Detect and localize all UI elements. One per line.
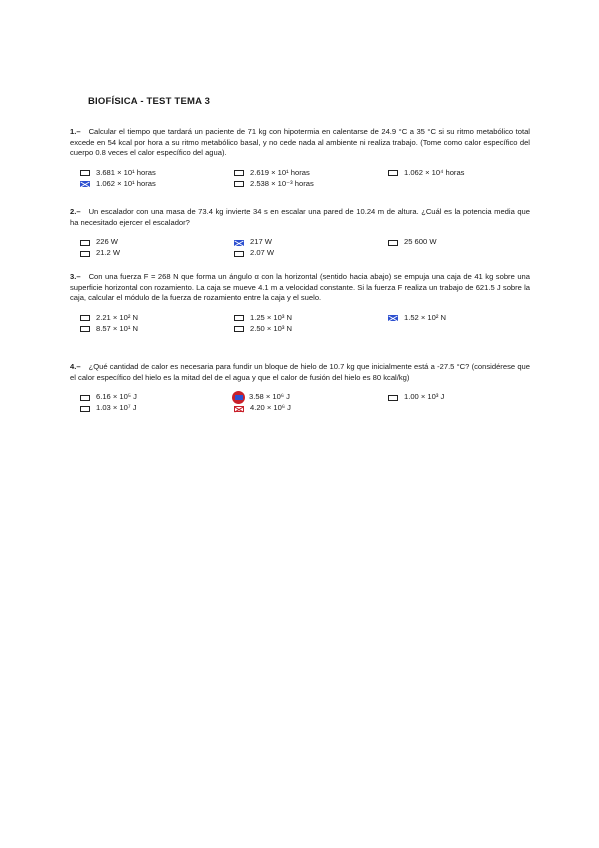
checked-box-icon[interactable] [80, 181, 90, 187]
question-number: 4.– [70, 362, 81, 371]
question-statement: ¿Qué cantidad de calor es necesaria para fundir un bloque de hielo de 10.7 kg que inicialmente está a -27.5 °C? (considérese que el calor específico del hielo es la mitad del de el agua y que el calor de fusión del hielo es 80 kcal/kg) [70, 362, 530, 382]
question-number: 1.– [70, 127, 81, 136]
option-label: 2.07 W [250, 248, 275, 258]
question-1 [70, 127, 530, 190]
option-label: 1.062 × 10⁴ horas [404, 167, 465, 177]
answer-option[interactable] [80, 248, 120, 259]
answer-option[interactable] [234, 248, 274, 259]
checkbox-icon[interactable] [388, 240, 398, 246]
option-label: 1.00 × 10³ J [404, 392, 445, 402]
option-label: 3.58 × 10⁶ J [249, 392, 290, 402]
answer-option[interactable] [80, 324, 138, 335]
question-number: 2.– [70, 207, 81, 216]
question-text [70, 207, 530, 228]
question-2 [70, 207, 530, 259]
question-statement: Con una fuerza F = 268 N que forma un ángulo α con la horizontal (sentido hacia abajo) se empuja una caja de 41 kg sobre una superficie horizontal con rozamiento. La caja se mueve 4.1 m a velocidad constante. Si la fuerza F realiza un trabajo de 621.5 J sobre la caja, calcular el módulo de la fuerza de rozamiento entre la caja y el suelo. [70, 272, 530, 303]
option-label: 6.16 × 10⁵ J [96, 392, 137, 402]
option-label: 1.03 × 10⁷ J [96, 403, 137, 413]
answer-option[interactable] [234, 168, 310, 179]
checkbox-icon[interactable] [234, 251, 244, 257]
checkbox-icon[interactable] [80, 240, 90, 246]
answer-option[interactable] [388, 237, 437, 248]
option-label: 1.52 × 10² N [404, 312, 447, 322]
checkbox-icon[interactable] [234, 170, 244, 176]
answer-option-correct[interactable] [234, 392, 290, 403]
option-label: 3.681 × 10¹ horas [96, 167, 156, 177]
checkbox-icon[interactable] [80, 251, 90, 257]
question-3 [70, 272, 530, 335]
option-label: 2.21 × 10² N [96, 312, 139, 322]
option-label: 1.062 × 10¹ horas [96, 178, 156, 188]
checkbox-icon[interactable] [80, 326, 90, 332]
checkbox-icon[interactable] [80, 315, 90, 321]
answer-option[interactable] [388, 392, 444, 403]
option-label: 226 W [96, 237, 118, 247]
answer-option-selected[interactable] [234, 237, 272, 248]
option-label: 2.50 × 10³ N [250, 323, 293, 333]
option-label: 25 600 W [404, 237, 437, 247]
answer-options [80, 168, 530, 190]
checkbox-icon[interactable] [80, 406, 90, 412]
checkbox-icon[interactable] [234, 181, 244, 187]
answer-options [80, 237, 530, 259]
answer-option[interactable] [80, 168, 156, 179]
answer-option[interactable] [80, 313, 138, 324]
option-label: 1.25 × 10³ N [250, 312, 293, 322]
page-title: BIOFÍSICA - TEST TEMA 3 [88, 96, 211, 107]
checked-box-icon[interactable] [234, 240, 244, 246]
checked-box-icon[interactable] [388, 315, 398, 321]
answer-option-selected[interactable] [388, 313, 446, 324]
checkbox-icon[interactable] [388, 395, 398, 401]
answer-option-selected[interactable] [80, 179, 156, 190]
answer-options [80, 313, 530, 335]
question-statement: Calcular el tiempo que tardará un paciente de 71 kg con hipotermia en calentarse de 24.9 °C a 35 °C si su ritmo metabólico total excede en 54 kcal por hora a su ritmo metabólico basal, y no cede nada al ambiente ni realiza trabajo. (Tome como calor específico del cuerpo 0.8 veces el calor específico del agua). [70, 127, 530, 158]
question-statement: Un escalador con una masa de 73.4 kg invierte 34 s en escalar una pared de 10.24 m de altura. ¿Cuál es la potencia media que ha necesitado ejercer el escalador? [70, 207, 530, 227]
answer-option[interactable] [80, 403, 137, 414]
answer-option-wrong[interactable] [234, 403, 291, 414]
option-label: 217 W [250, 237, 272, 247]
answer-options [80, 392, 530, 414]
question-text [70, 272, 530, 304]
option-label: 2.538 × 10⁻³ horas [250, 178, 314, 188]
option-label: 2.619 × 10¹ horas [250, 167, 310, 177]
checkbox-icon[interactable] [234, 326, 244, 332]
answer-option[interactable] [234, 324, 292, 335]
option-label: 8.57 × 10¹ N [96, 323, 139, 333]
answer-option[interactable] [234, 313, 292, 324]
question-text [70, 127, 530, 159]
option-label: 4.20 × 10⁶ J [250, 403, 291, 413]
question-text [70, 362, 530, 383]
answer-option[interactable] [234, 179, 314, 190]
answer-option[interactable] [388, 168, 464, 179]
checkbox-icon[interactable] [80, 395, 90, 401]
answer-option[interactable] [80, 392, 137, 403]
wrong-answer-x-icon[interactable] [234, 406, 244, 412]
question-4 [70, 362, 530, 414]
checkbox-icon[interactable] [388, 170, 398, 176]
question-number: 3.– [70, 272, 81, 281]
checkbox-icon[interactable] [80, 170, 90, 176]
answer-option[interactable] [80, 237, 118, 248]
option-label: 21.2 W [96, 248, 121, 258]
checkbox-icon[interactable] [234, 315, 244, 321]
